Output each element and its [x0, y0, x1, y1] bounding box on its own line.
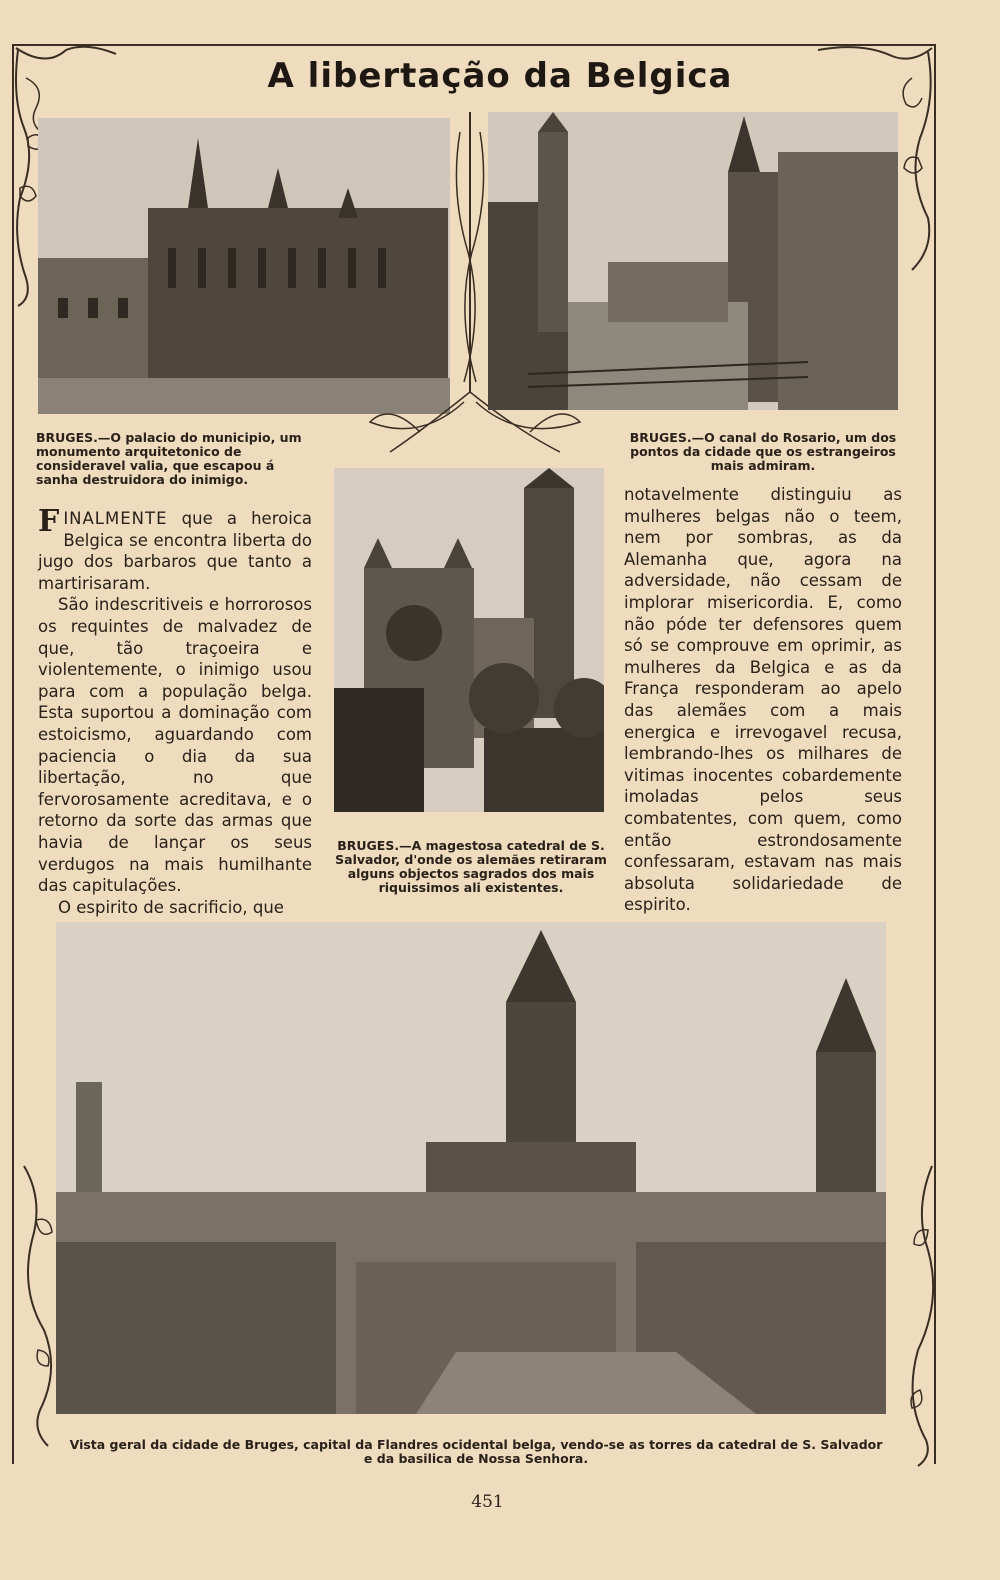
article-paragraph-2: São indescritiveis e horrorosos os requintes de malvadez de que, tão traçoeira e violentemente, o inimigo usou para com a população belga. Esta suportou a dominação com estoicismo, aguardando com paciencia o dia da sua libertação, no que fervorosamente acreditava, e o retorno da sorte das armas que havia de lançar os seus verdugos na mais humilhante das capitulações.: [38, 595, 312, 896]
opening-smallcaps: INALMENTE: [63, 509, 168, 528]
photo-city-view: [56, 922, 886, 1414]
caption-city-view: Vista geral da cidade de Bruges, capital da Flandres ocidental belga, vendo-se as torres da catedral de S. Salvador e da basilica de Nossa Senhora.: [69, 1437, 883, 1466]
caption-rosary-canal: BRUGES.—O canal do Rosario, um dos pontos da cidade que os estrangeiros mais admiram.: [629, 430, 897, 473]
photo-rosary-canal: [488, 112, 898, 410]
article-paragraph-1: [38, 504, 312, 594]
article-column-left: [38, 504, 312, 918]
article-paragraph-3-continued: notavelmente distinguiu as mulheres belgas não o teem, nem por sombras, as da Alemanha que, agora na adversidade, não cessam de implorar misericordia. E, como não póde ter defensores quem só se comprouve em oprimir, as mulheres da Belgica e as da França responderam ao apelo das alemães com a mais energica e irrevogavel recusa, lembrando-lhes os milhares de vitimas inocentes cobardemente imoladas pelos seus combatentes, com quem, como então estrondosamente confessaram, estavam nas mais absoluta solidariedade de espirito.: [624, 485, 902, 915]
caption-cathedral: BRUGES.—A magestosa catedral de S. Salvador, d'onde os alemães retiraram alguns objectos sagrados dos mais riquissimos ali existentes.: [335, 838, 607, 895]
drop-cap: F: [38, 504, 60, 539]
page-title: A libertação da Belgica: [267, 56, 733, 96]
page-number: 451: [471, 1492, 504, 1512]
photo-cathedral: [334, 468, 604, 812]
caption-town-hall: BRUGES.—O palacio do municipio, um monumento arquitetonico de consideravel valia, que escapou á sanha destruidora do inimigo.: [36, 430, 302, 487]
article-column-right: [624, 484, 902, 916]
article-paragraph-3-start: O espirito de sacrificio, que: [58, 897, 284, 917]
bottom-right-floral-ornament: [892, 1160, 952, 1470]
article-paragraph-1-text: que a heroica Belgica se encontra liberta do jugo dos barbaros que tanto a martirisaram.: [38, 509, 312, 593]
